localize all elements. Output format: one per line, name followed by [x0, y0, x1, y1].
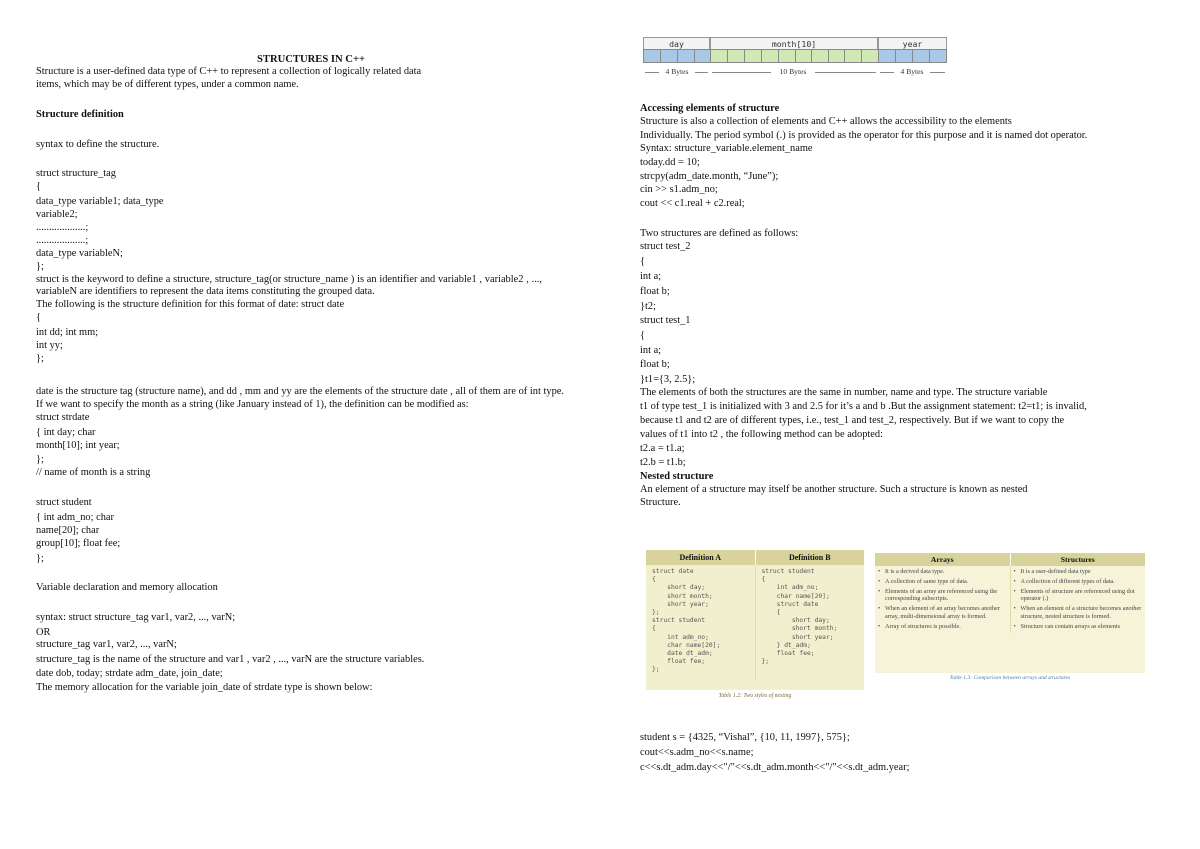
list-item: • A collection of different types of data.	[1021, 578, 1143, 586]
code-line: { int day; char	[36, 426, 96, 438]
right-column	[640, 103, 1170, 510]
text-line: Two structures are defined as follows:	[640, 228, 799, 240]
code-line: }t1={3, 2.5};	[640, 374, 696, 386]
mem-header-year: year	[878, 37, 947, 49]
mem-header-day: day	[643, 37, 710, 49]
table-header-arrays: Arrays	[875, 553, 1011, 566]
list-item: • Structure can contain arrays as elements	[1021, 623, 1143, 631]
code-line: t2.a = t1.a;	[640, 442, 685, 454]
code-line: {	[36, 181, 41, 193]
explanation-3: date is the structure tag (structure name), and dd , mm and yy are the elements of the structure date , all of them are of int type. If we want to specify the month as a string (like January instead of 1), the definition can be modified as:	[36, 385, 564, 410]
code-line: float b;	[640, 285, 670, 297]
code-line: };	[36, 352, 44, 364]
code-line: ...................;	[36, 234, 89, 246]
code-line: struct structure_tag	[36, 168, 116, 180]
text-line: strcpy(adm_date.month, “June”);	[640, 170, 779, 182]
text-line: t1 of type test_1 is initialized with 3 and 2.5 for it’s a and b .But the assignment statement: t2=t1; is invalid,	[640, 401, 1087, 413]
arrays-list	[875, 566, 1011, 633]
table-nesting-styles	[646, 550, 864, 699]
table-header-definition-a: Definition A	[646, 550, 756, 565]
code-line: t2.b = t1.b;	[640, 456, 686, 468]
intro-line-2: items, which may be of different types, under a common name.	[36, 78, 299, 90]
list-item: • Elements of structure are referenced using dot operator (.)	[1021, 588, 1143, 604]
text-line: Structure.	[640, 497, 681, 509]
table-header-definition-b: Definition B	[788, 553, 831, 562]
heading-structure-definition: Structure definition	[36, 108, 124, 120]
list-item: • It is a derived data type.	[885, 568, 1007, 576]
explanation-1: struct is the keyword to define a structure, structure_tag(or structure_name ) is an identifier and variable1 , variable2 , ..., variableN are identifiers to represent the data items constituting the grouped data.	[36, 273, 542, 298]
code-line: {	[640, 329, 645, 341]
code-line: structure_tag var1, var2, ..., varN;	[36, 639, 177, 651]
text-line: because t1 and t2 are of different types, i.e., test_1 and test_2, respectively. But if we want to copy the	[640, 415, 1065, 427]
code-line: data_type variableN;	[36, 247, 123, 259]
explanation-2: The following is the structure definition for this format of date: struct date	[36, 299, 345, 311]
code-line: c<<s.dt_adm.day<<"/"<<s.dt_adm.month<<"/"<<s.dt_adm.year;	[640, 761, 910, 773]
code-line: {	[36, 312, 41, 324]
code-line: };	[36, 552, 44, 564]
definition-b-code: struct student { int adm_no; char name[20]; struct date { short day; short month; short year; } dt_adm; float fee; };	[761, 568, 838, 666]
memory-allocation-diagram	[643, 37, 947, 83]
code-line: // name of month is a string	[36, 467, 151, 479]
code-line: struct strdate	[36, 411, 90, 423]
table-caption: Table 1.3: Comparison between arrays and structures	[949, 675, 1071, 681]
mem-header-month: month[10]	[710, 37, 878, 49]
final-code-block	[640, 732, 1170, 775]
structures-list	[1011, 566, 1146, 633]
table-header-structures: Structures	[1060, 555, 1095, 564]
text-line: cin >> s1.adm_no;	[640, 184, 718, 196]
code-line: syntax: struct structure_tag var1, var2, ..., varN;	[36, 611, 236, 623]
text-line: The elements of both the structures are the same in number, name and type. The structure variable	[640, 387, 1048, 399]
list-item: • A collection of same type of data.	[885, 578, 1007, 586]
code-block-1	[36, 168, 566, 273]
heading-accessing-elements: Accessing elements of structure	[640, 103, 780, 114]
code-line: struct student	[36, 497, 92, 509]
code-line: int dd; int mm;	[36, 327, 99, 339]
list-item: • When an element of a structure becomes another structure, nested structure is formed.	[1021, 605, 1143, 621]
text-line: An element of a structure may itself be another structure. Such a structure is known as nested	[640, 483, 1028, 495]
table-arrays-vs-structures	[875, 553, 1145, 681]
text-line: values of t1 into t2 , the following method can be adopted:	[640, 428, 883, 440]
code-line: month[10]; int year;	[36, 439, 120, 451]
definition-a-code: struct date { short day; short month; short year; }; struct student { int adm_no; char name[20]; date dt_adm; float fee; };	[646, 565, 756, 681]
code-line: int yy;	[36, 340, 63, 352]
list-item: • When an element of an array becomes another array, multi-dimensional array is formed.	[885, 605, 1007, 621]
text-line: Structure is also a collection of elements and C++ allows the accessibility to the elements	[640, 115, 1012, 127]
code-line: cout<<s.adm_no<<s.name;	[640, 746, 754, 758]
list-item: • Elements of an array are referenced using the corresponding subscripts.	[885, 588, 1007, 604]
heading-nested-structure: Nested structure	[640, 470, 714, 482]
code-line: };	[36, 454, 44, 466]
text-line: Syntax: structure_variable.element_name	[640, 142, 813, 154]
code-line: ...................;	[36, 221, 89, 233]
code-line: }t2;	[640, 300, 656, 312]
text-line: today.dd = 10;	[640, 156, 700, 168]
left-column	[36, 53, 566, 695]
code-line: student s = {4325, “Vishal”, {10, 11, 1997}, 575};	[640, 732, 850, 743]
code-line: variable2;	[36, 209, 78, 221]
code-line: };	[36, 260, 44, 272]
code-line: struct test_1	[640, 314, 691, 326]
intro-line-1: Structure is a user-defined data type of C++ to represent a collection of logically related data	[36, 66, 422, 77]
code-line: {	[640, 256, 645, 268]
memory-cells	[643, 49, 947, 63]
code-line: struct test_2	[640, 241, 691, 253]
code-line: group[10]; float fee;	[36, 537, 121, 549]
text-line: Individually. The period symbol (.) is provided as the operator for this purpose and it is named dot operator.	[640, 129, 1088, 141]
text-line: cout << c1.real + c2.real;	[640, 198, 745, 210]
table-caption: Table 1.2: Two styles of nesting	[718, 693, 792, 699]
mem-size-day: 4 Bytes	[659, 67, 695, 77]
code-line: int a;	[640, 270, 662, 282]
mem-size-year: 4 Bytes	[894, 67, 930, 77]
code-line: structure_tag is the name of the structure and var1 , var2 , ..., varN are the structure variables.	[36, 654, 425, 666]
syntax-intro: syntax to define the structure.	[36, 138, 160, 150]
list-item: • It is a user-defined data type	[1021, 568, 1143, 576]
page-title: STRUCTURES IN C++	[256, 54, 366, 65]
code-line: date dob, today; strdate adm_date, join_date;	[36, 668, 223, 680]
code-line: name[20]; char	[36, 525, 100, 537]
code-line: The memory allocation for the variable join_date of strdate type is shown below:	[36, 682, 373, 694]
code-line: data_type variable1; data_type	[36, 196, 164, 208]
heading-variable-declaration: Variable declaration and memory allocation	[36, 581, 218, 593]
code-line: OR	[36, 626, 51, 638]
list-item: • Array of structures is possible.	[885, 623, 1007, 631]
code-line: int a;	[640, 344, 662, 356]
code-line: float b;	[640, 359, 670, 371]
mem-size-month: 10 Bytes	[771, 67, 815, 77]
code-line: { int adm_no; char	[36, 512, 114, 524]
